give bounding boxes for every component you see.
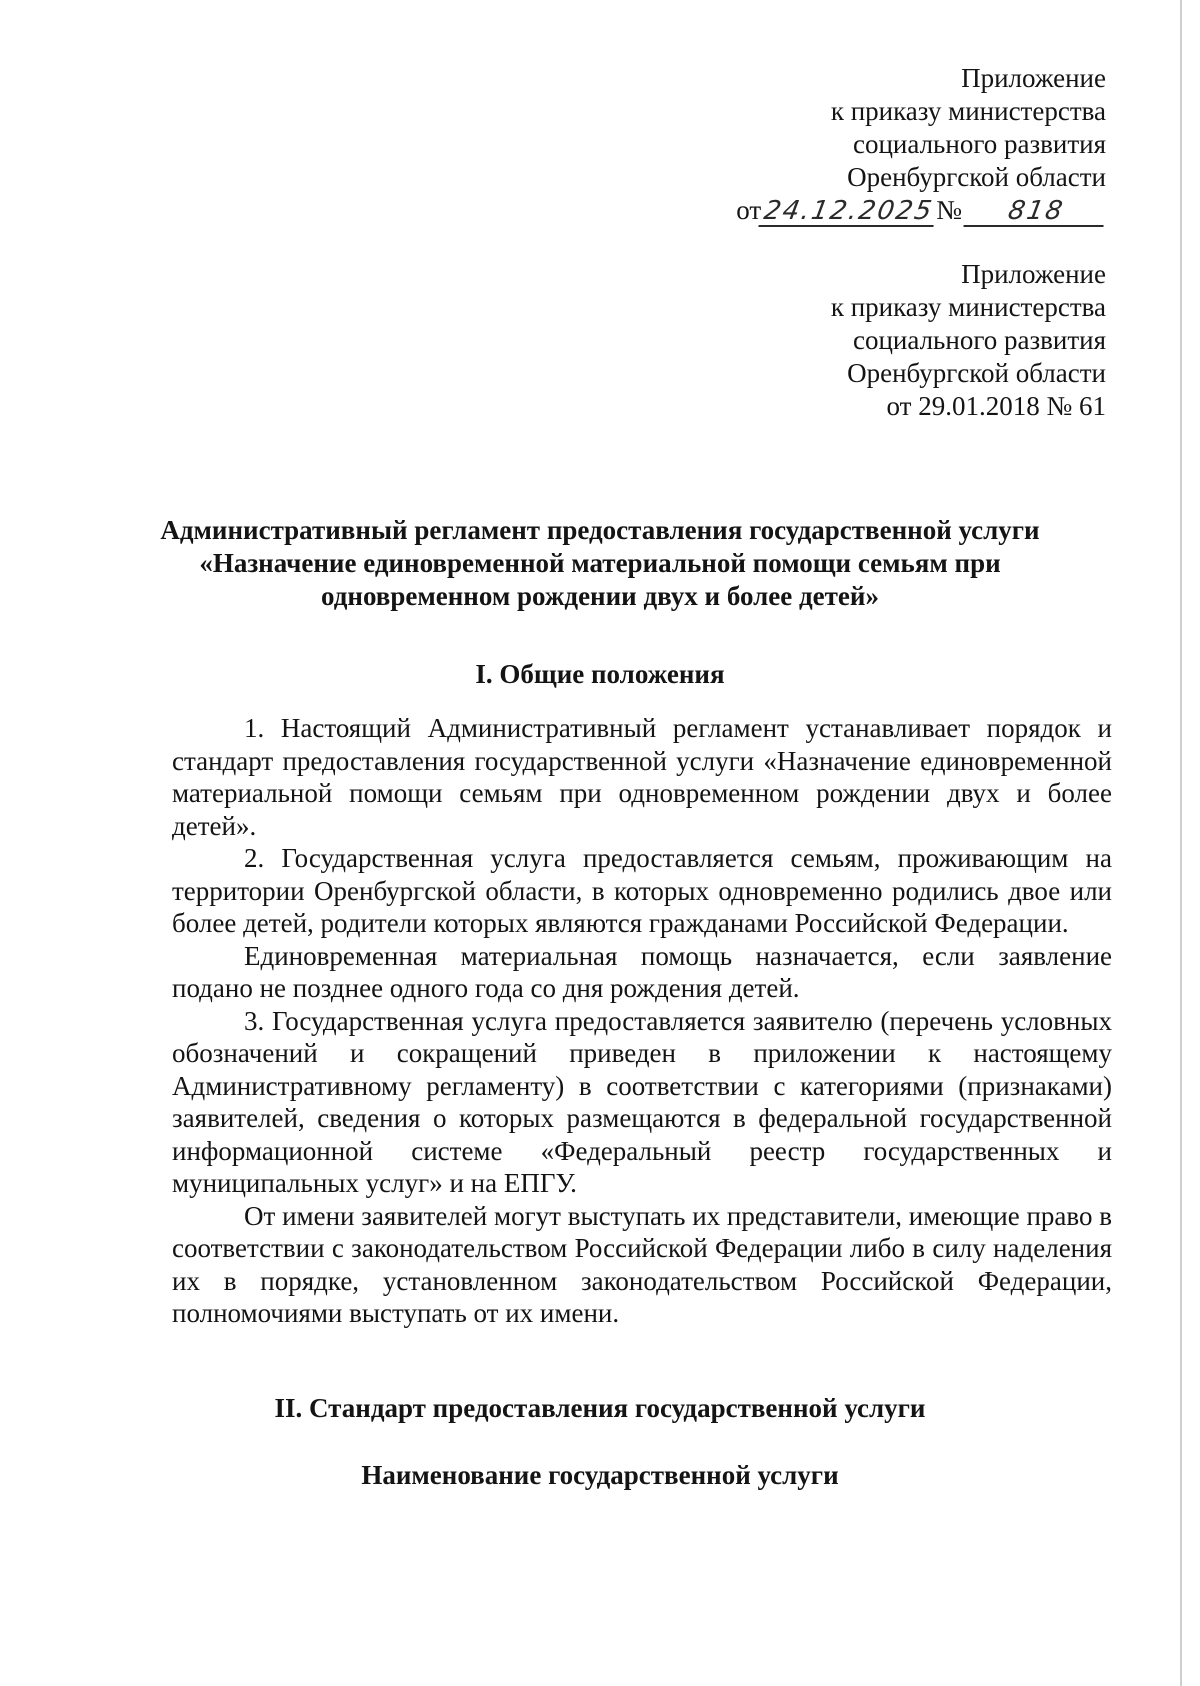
section-2-subheading: Наименование государственной услуги (361, 1460, 839, 1490)
order-from-label: от (736, 195, 762, 225)
section-1-heading: I. Общие положения (475, 659, 725, 689)
section-1-body (172, 712, 1112, 1330)
header-order-line (586, 194, 1106, 227)
title-line-3: одновременном рождении двух и более детей» (321, 581, 879, 611)
header-region-name: Оренбургской области (847, 162, 1106, 192)
paragraph-2: 2. Государственная услуга предоставляется семьям, проживающим на территории Оренбургской области, в которых одновременно родились двое или более детей, родители которых являются гражданами Российской Федерации. (172, 843, 1112, 938)
title-line-1: Административный регламент предоставления государственной услуги (160, 515, 1040, 545)
section-2-heading: II. Стандарт предоставления государственной услуги (274, 1393, 926, 1423)
scan-edge-line (1180, 0, 1182, 1686)
header-order-of-ministry: к приказу министерства (830, 96, 1106, 126)
header-previous-order (586, 258, 1106, 423)
document-title (150, 514, 1050, 613)
header-appendix-label: Приложение (961, 63, 1106, 93)
title-line-2: «Назначение единовременной материальной помощи семьям при (199, 548, 1001, 578)
paragraph-2-continued: Единовременная материальная помощь назначается, если заявление подано не позднее одного года со дня рождения детей. (172, 940, 1112, 1003)
header-current-order (586, 62, 1106, 227)
paragraph-3-continued: От имени заявителей могут выступать их представители, имеющие право в соответствии с законодательством Российской Федерации либо в силу наделения их в порядке, установленном законодательством Российской Федерации, полномочиями выступать от их имени. (172, 1200, 1112, 1328)
prev-ministry-name: социального развития (852, 325, 1106, 355)
handwritten-order-number: 818 (963, 197, 1108, 227)
prev-order-date-number: от 29.01.2018 № 61 (886, 391, 1106, 421)
prev-order-of-ministry: к приказу министерства (830, 292, 1106, 322)
prev-appendix-label: Приложение (961, 259, 1106, 289)
order-number-label: № (936, 195, 962, 225)
header-ministry-name: социального развития (852, 129, 1106, 159)
paragraph-3: 3. Государственная услуга предоставляется заявителю (перечень условных обозначений и сокращений приведен в приложении к настоящему Административному регламенту) в соответствии с категориями (признаками) заявителей, сведения о которых размещаются в федеральной государственной информационной системе «Федеральный реестр государственных и муниципальных услуг» и на ЕПГУ. (172, 1005, 1112, 1198)
prev-region-name: Оренбургской области (847, 358, 1106, 388)
handwritten-order-date: 24.12.2025 (759, 197, 939, 227)
paragraph-1: 1. Настоящий Административный регламент устанавливает порядок и стандарт предоставления государственной услуги «Назначение единовременной материальной помощи семьям при одновременном рождении двух и более детей». (172, 713, 1112, 841)
